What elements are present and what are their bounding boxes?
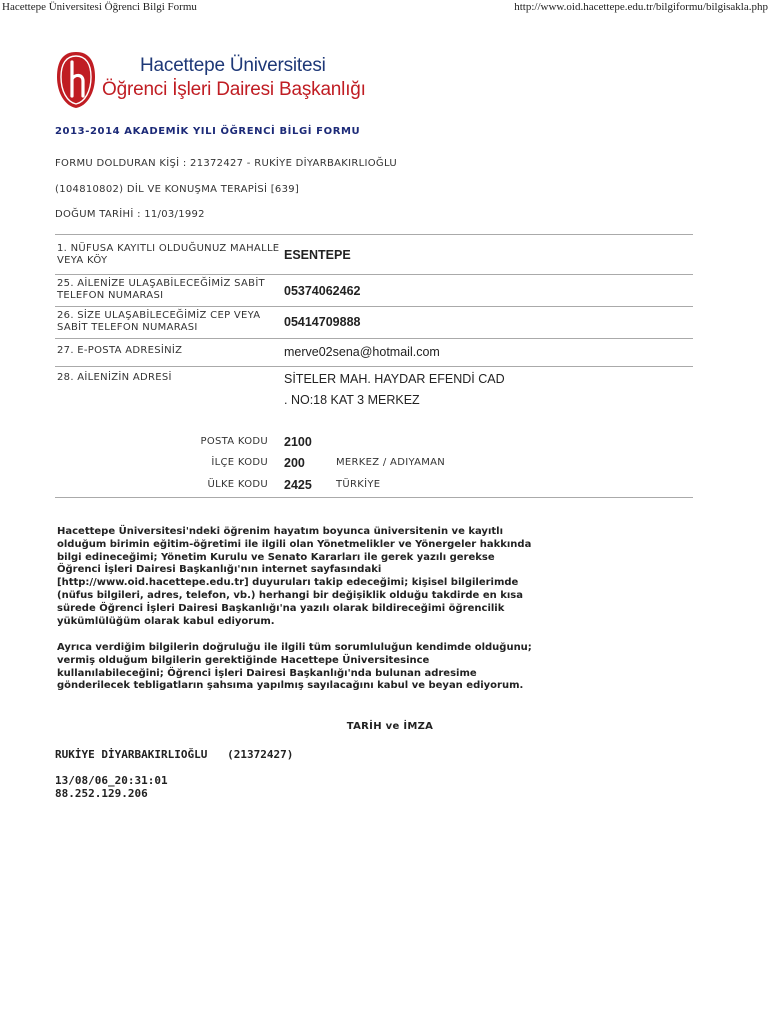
country-code-name: TÜRKİYE bbox=[336, 479, 381, 490]
form-filler: FORMU DOLDURAN KİŞİ : 21372427 - RUKİYE DİYARBAKIRLIOĞLU bbox=[55, 158, 397, 169]
postal-code-label: POSTA KODU bbox=[200, 436, 268, 447]
declaration-paragraph: Ayrıca verdiğim bilgilerin doğruluğu ile ilgili tüm sorumluluğun kendimde olduğunu; vermiş olduğum bilgilerin gerektiğinde Hacettepe Üniversitesince kullanılabileceğini; Öğrenci İşleri Dairesi Başkanlığı'nda bulunan adresime gönderilecek tebligatların şahsıma yapılmış sayılacağını kabul ve beyan ediyorum. bbox=[57, 642, 532, 692]
form-title: 2013-2014 AKADEMİK YILI ÖĞRENCİ BİLGİ FORMU bbox=[55, 126, 361, 137]
country-code-label: ÜLKE KODU bbox=[207, 479, 268, 490]
signature-name: RUKİYE DİYARBAKIRLIOĞLU (21372427) bbox=[55, 748, 294, 761]
field-label-hometown: 1. NÜFUSA KAYITLI OLDUĞUNUZ MAHALLE VEYA KÖY bbox=[57, 243, 280, 266]
field-value-address-line2: . NO:18 KAT 3 MERKEZ bbox=[284, 393, 420, 407]
divider bbox=[55, 274, 693, 275]
logo-university-name: Hacettepe Üniversitesi bbox=[140, 55, 326, 76]
divider bbox=[55, 234, 693, 235]
logo-department-name: Öğrenci İşleri Dairesi Başkanlığı bbox=[102, 79, 366, 100]
field-label-mobile-phone: 26. SİZE ULAŞABİLECEĞİMİZ CEP VEYA SABİT TELEFON NUMARASI bbox=[57, 310, 261, 333]
divider bbox=[55, 306, 693, 307]
country-code-value: 2425 bbox=[284, 478, 312, 492]
district-code-name: MERKEZ / ADIYAMAN bbox=[336, 457, 446, 468]
student-program: (104810802) DİL VE KONUŞMA TERAPİSİ [639] bbox=[55, 184, 300, 195]
divider bbox=[55, 338, 693, 339]
postal-code-value: 2100 bbox=[284, 435, 312, 449]
print-header-title: Hacettepe Üniversitesi Öğrenci Bilgi Formu bbox=[2, 1, 197, 13]
field-label-family-phone: 25. AİLENİZE ULAŞABİLECEĞİMİZ SABİT TELEFON NUMARASI bbox=[57, 278, 265, 301]
print-header bbox=[0, 0, 768, 18]
district-code-value: 200 bbox=[284, 456, 305, 470]
signature-timestamp: 13/08/06_20:31:01 bbox=[55, 774, 168, 787]
field-value-family-phone: 05374062462 bbox=[284, 284, 361, 298]
field-value-address-line1: SİTELER MAH. HAYDAR EFENDİ CAD bbox=[284, 372, 505, 386]
print-header-url: http://www.oid.hacettepe.edu.tr/bilgiformu/bilgisakla.php bbox=[514, 1, 768, 13]
field-value-email: merve02sena@hotmail.com bbox=[284, 345, 440, 359]
hacettepe-logo-icon bbox=[56, 51, 96, 109]
field-value-mobile-phone: 05414709888 bbox=[284, 315, 361, 329]
field-label-address: 28. AİLENİZİN ADRESİ bbox=[57, 372, 172, 383]
field-label-email: 27. E-POSTA ADRESİNİZ bbox=[57, 345, 183, 356]
signature-title: TARİH ve İMZA bbox=[346, 721, 434, 732]
divider bbox=[55, 366, 693, 367]
divider bbox=[55, 497, 693, 498]
birth-date: DOĞUM TARİHİ : 11/03/1992 bbox=[55, 209, 205, 220]
field-value-hometown: ESENTEPE bbox=[284, 248, 351, 262]
district-code-label: İLÇE KODU bbox=[211, 457, 268, 468]
declaration-paragraph: Hacettepe Üniversitesi'ndeki öğrenim hayatım boyunca üniversitenin ve kayıtlı olduğum birimin eğitim-öğretimi ile ilgili olan Yönetmelikler ve Yönergeler hakkında bilgi edineceğimi; Yönetim Kurulu ve Senato Kararları ile gerek yazılı gerekse Öğrenci İşleri Dairesi Başkanlığı'nın internet sayfasındaki [http://www.oid.hacettepe.edu.tr] duyuruları takip edeceğimi; kişisel bilgilerimde (nüfus bilgileri, adres, telefon, vb.) herhangi bir değişiklik olduğu takdirde en kısa sürede Öğrenci İşleri Dairesi Başkanlığı'na yazılı olarak bildireceğimi öğrencilik yükümlülüğüm olarak kabul ediyorum. bbox=[57, 526, 532, 627]
university-logo bbox=[56, 51, 386, 113]
signature-ip: 88.252.129.206 bbox=[55, 787, 148, 800]
